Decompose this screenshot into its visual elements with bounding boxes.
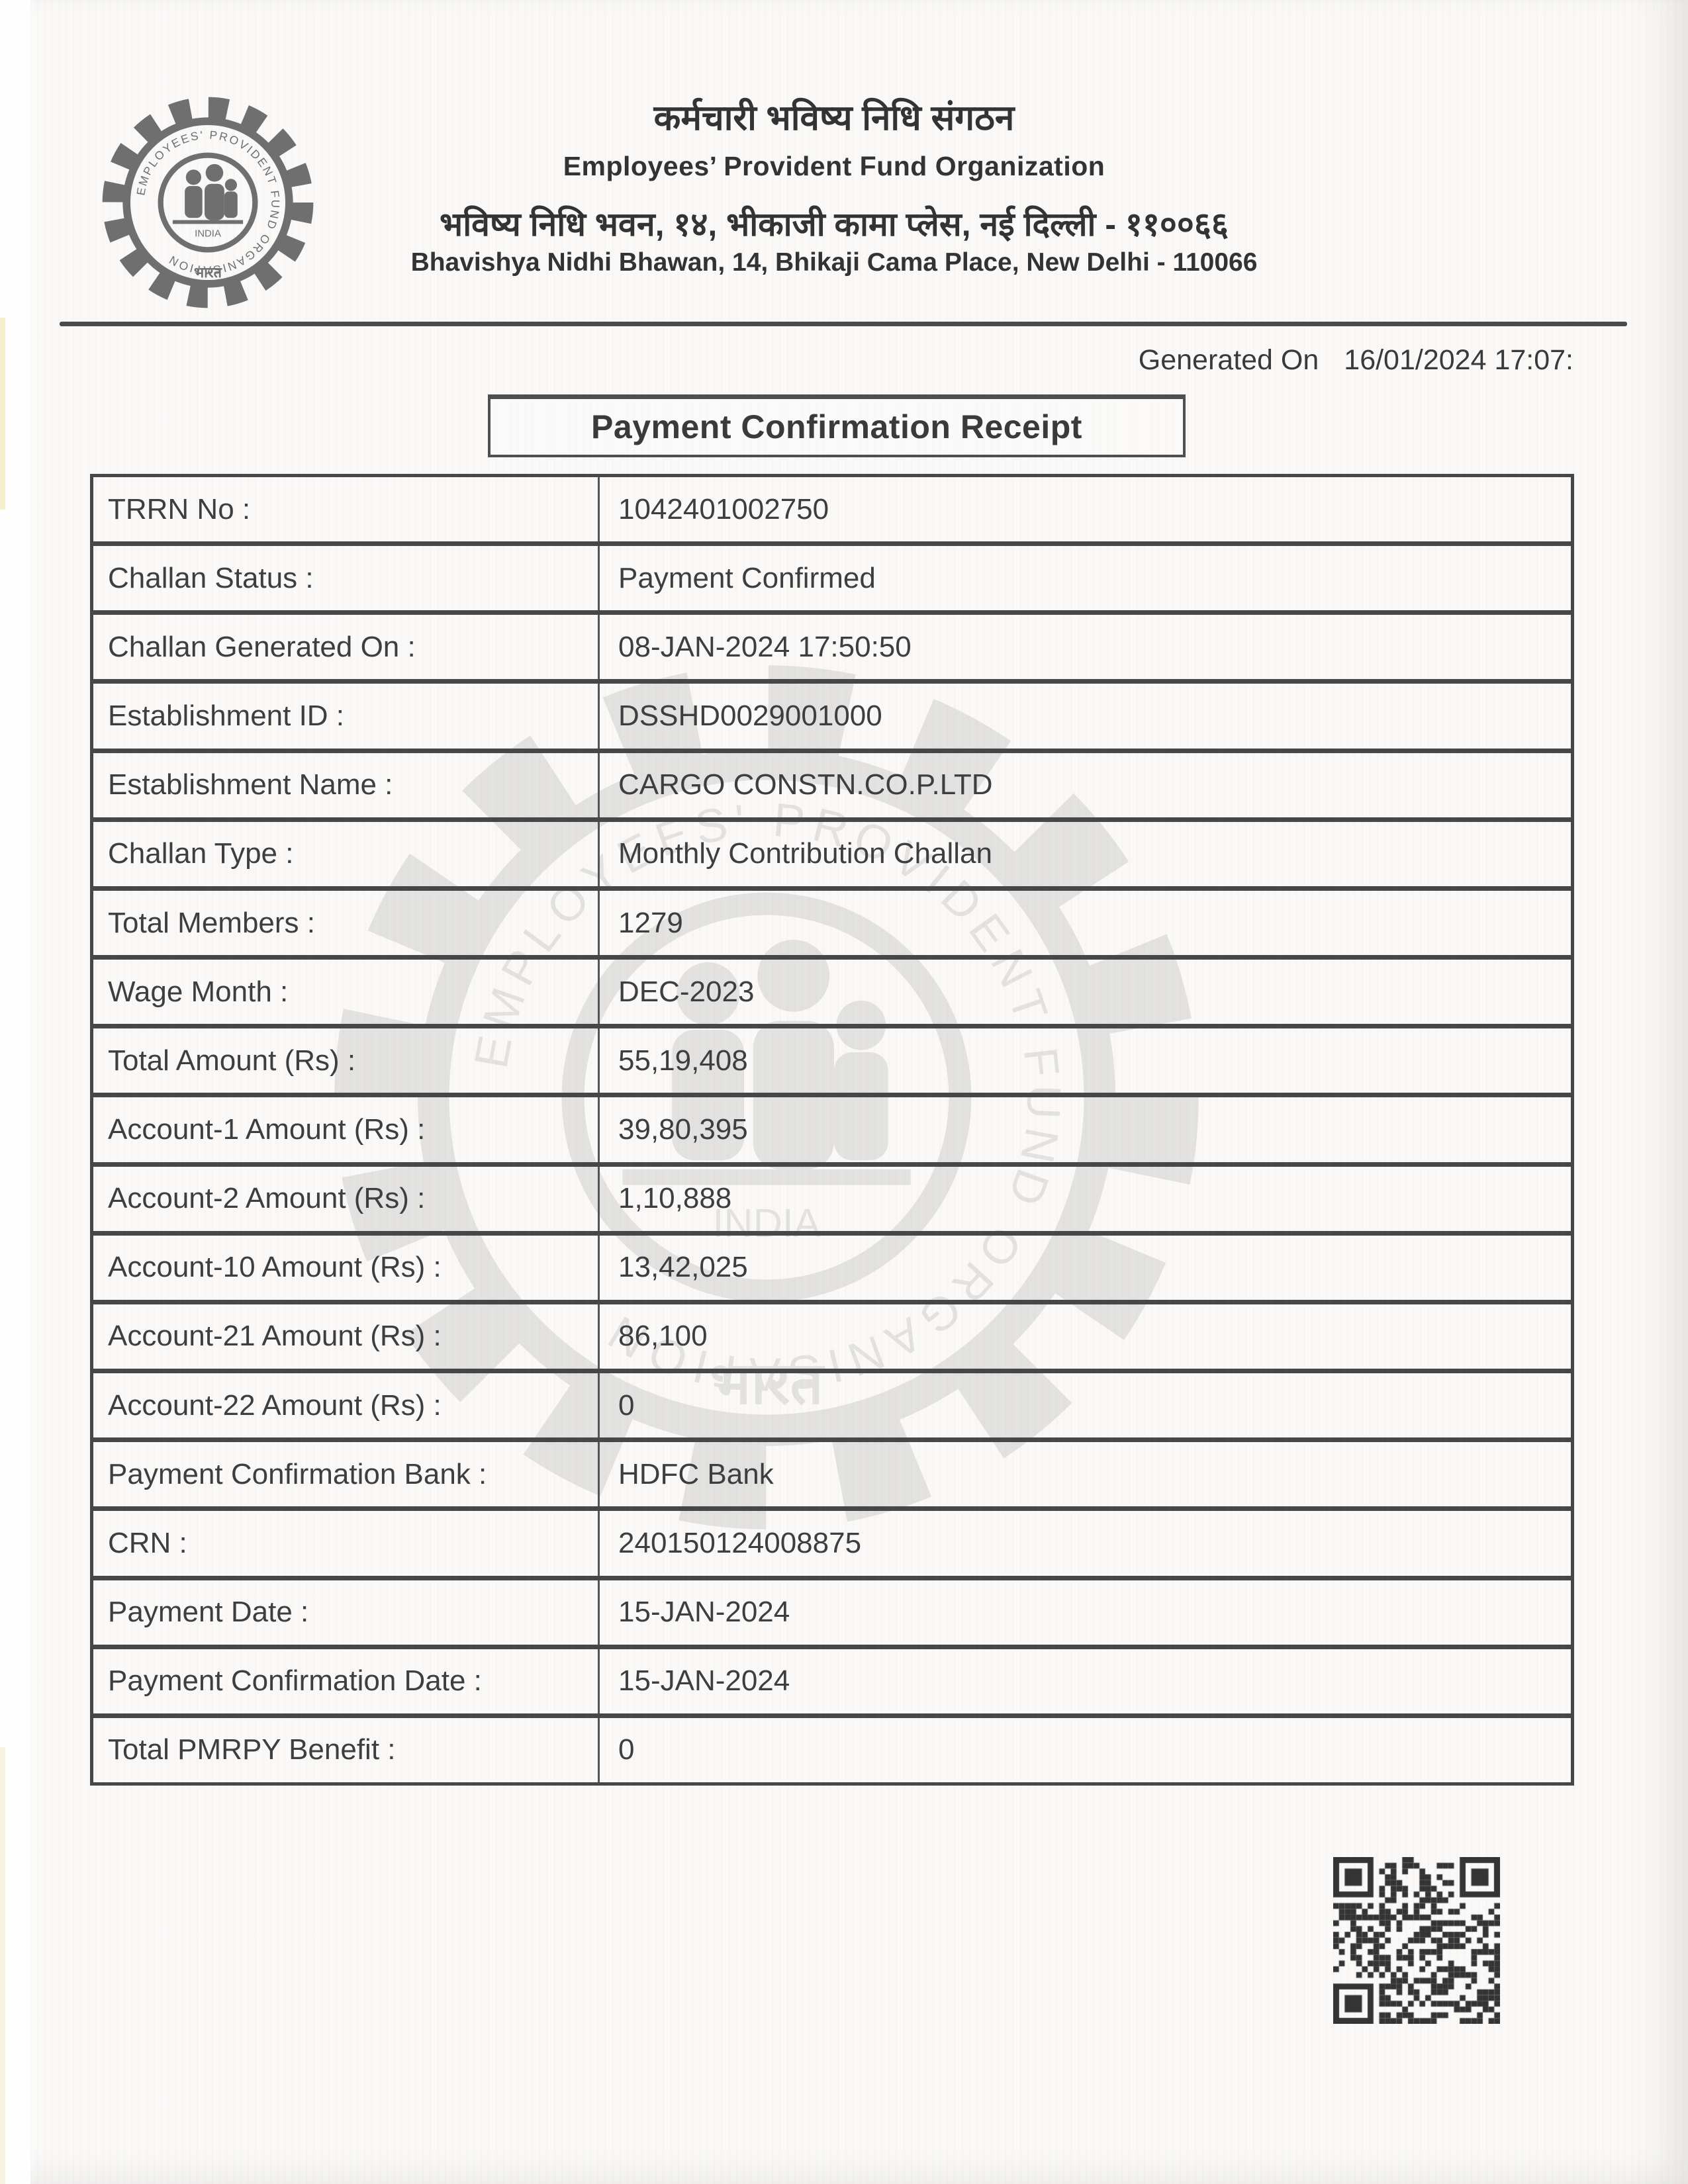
org-name-english: Employees’ Provident Fund Organization (563, 151, 1105, 181)
table-row (93, 1304, 1571, 1373)
row-value: 15-JAN-2024 (618, 1596, 790, 1629)
row-label: Total PMRPY Benefit : (93, 1718, 600, 1782)
row-label: Payment Confirmation Bank : (93, 1442, 600, 1506)
table-row (93, 1373, 1571, 1442)
row-value: DSSHD0029001000 (618, 700, 882, 733)
org-address-english: Bhavishya Nidhi Bhawan, 14, Bhikaji Cama Place, New Delhi - 110066 (410, 248, 1258, 277)
row-label: Account-21 Amount (Rs) : (93, 1304, 600, 1369)
generated-on (1139, 344, 1573, 377)
scan-edge-artifact (0, 318, 5, 510)
row-value: Payment Confirmed (618, 561, 876, 594)
table-row (93, 1649, 1571, 1718)
row-value: Monthly Contribution Challan (618, 837, 992, 870)
table-row (93, 753, 1571, 822)
table-row (93, 1236, 1571, 1304)
row-value: 39,80,395 (618, 1113, 748, 1146)
table-row (93, 1167, 1571, 1236)
row-label: Total Members : (93, 891, 600, 955)
row-label: Payment Confirmation Date : (93, 1649, 600, 1713)
epfo-logo-icon (98, 93, 318, 312)
row-value: 08-JAN-2024 17:50:50 (618, 630, 912, 663)
table-row (93, 477, 1571, 546)
row-label: Challan Generated On : (93, 615, 600, 679)
row-value: CARGO CONSTN.CO.P.LTD (618, 768, 993, 801)
receipt-table (90, 474, 1574, 1786)
row-label: Account-10 Amount (Rs) : (93, 1236, 600, 1300)
qr-code-icon (1333, 1857, 1500, 2024)
row-value: DEC-2023 (618, 975, 755, 1008)
table-row (93, 1097, 1571, 1166)
row-value: 0 (618, 1733, 635, 1766)
row-label: Challan Type : (93, 822, 600, 886)
row-label: Account-22 Amount (Rs) : (93, 1373, 600, 1437)
row-label: Wage Month : (93, 960, 600, 1024)
row-value: HDFC Bank (618, 1457, 774, 1490)
header (311, 98, 1357, 279)
row-value: 15-JAN-2024 (618, 1664, 790, 1698)
row-label: CRN : (93, 1511, 600, 1575)
table-row (93, 546, 1571, 615)
row-value: 55,19,408 (618, 1044, 748, 1077)
receipt-title-box (488, 394, 1186, 457)
table-row (93, 822, 1571, 891)
row-value: 13,42,025 (618, 1251, 748, 1284)
header-divider (60, 322, 1627, 326)
table-row (93, 684, 1571, 752)
table-row (93, 1442, 1571, 1511)
generated-on-label: Generated On (1138, 344, 1319, 376)
table-row (93, 1511, 1571, 1580)
row-value: 86,100 (618, 1320, 708, 1353)
org-address-hindi: भविष्य निधि भवन, १४, भीकाजी कामा प्लेस, नई दिल्ली - ११००६६ (440, 206, 1229, 243)
row-value: 1,10,888 (618, 1182, 732, 1215)
row-label: Payment Date : (93, 1580, 600, 1645)
row-label: Account-2 Amount (Rs) : (93, 1167, 600, 1231)
row-label: Challan Status : (93, 546, 600, 610)
page-title: Payment Confirmation Receipt (591, 408, 1082, 445)
row-label: Account-1 Amount (Rs) : (93, 1097, 600, 1161)
row-label: Establishment ID : (93, 684, 600, 748)
row-label: TRRN No : (93, 477, 600, 541)
row-label: Total Amount (Rs) : (93, 1028, 600, 1093)
scan-edge-artifact (0, 1747, 5, 2184)
row-value: 0 (618, 1388, 635, 1422)
row-value: 240150124008875 (618, 1526, 862, 1559)
row-value: 1042401002750 (618, 492, 829, 525)
row-value: 1279 (618, 906, 683, 939)
table-row (93, 615, 1571, 684)
table-row (93, 1580, 1571, 1649)
table-row (93, 1028, 1571, 1097)
table-row (93, 1718, 1571, 1782)
table-row (93, 960, 1571, 1028)
generated-on-value: 16/01/2024 17:07: (1344, 344, 1573, 376)
row-label: Establishment Name : (93, 753, 600, 817)
table-row (93, 891, 1571, 960)
org-name-hindi: कर्मचारी भविष्य निधि संगठन (653, 99, 1015, 138)
